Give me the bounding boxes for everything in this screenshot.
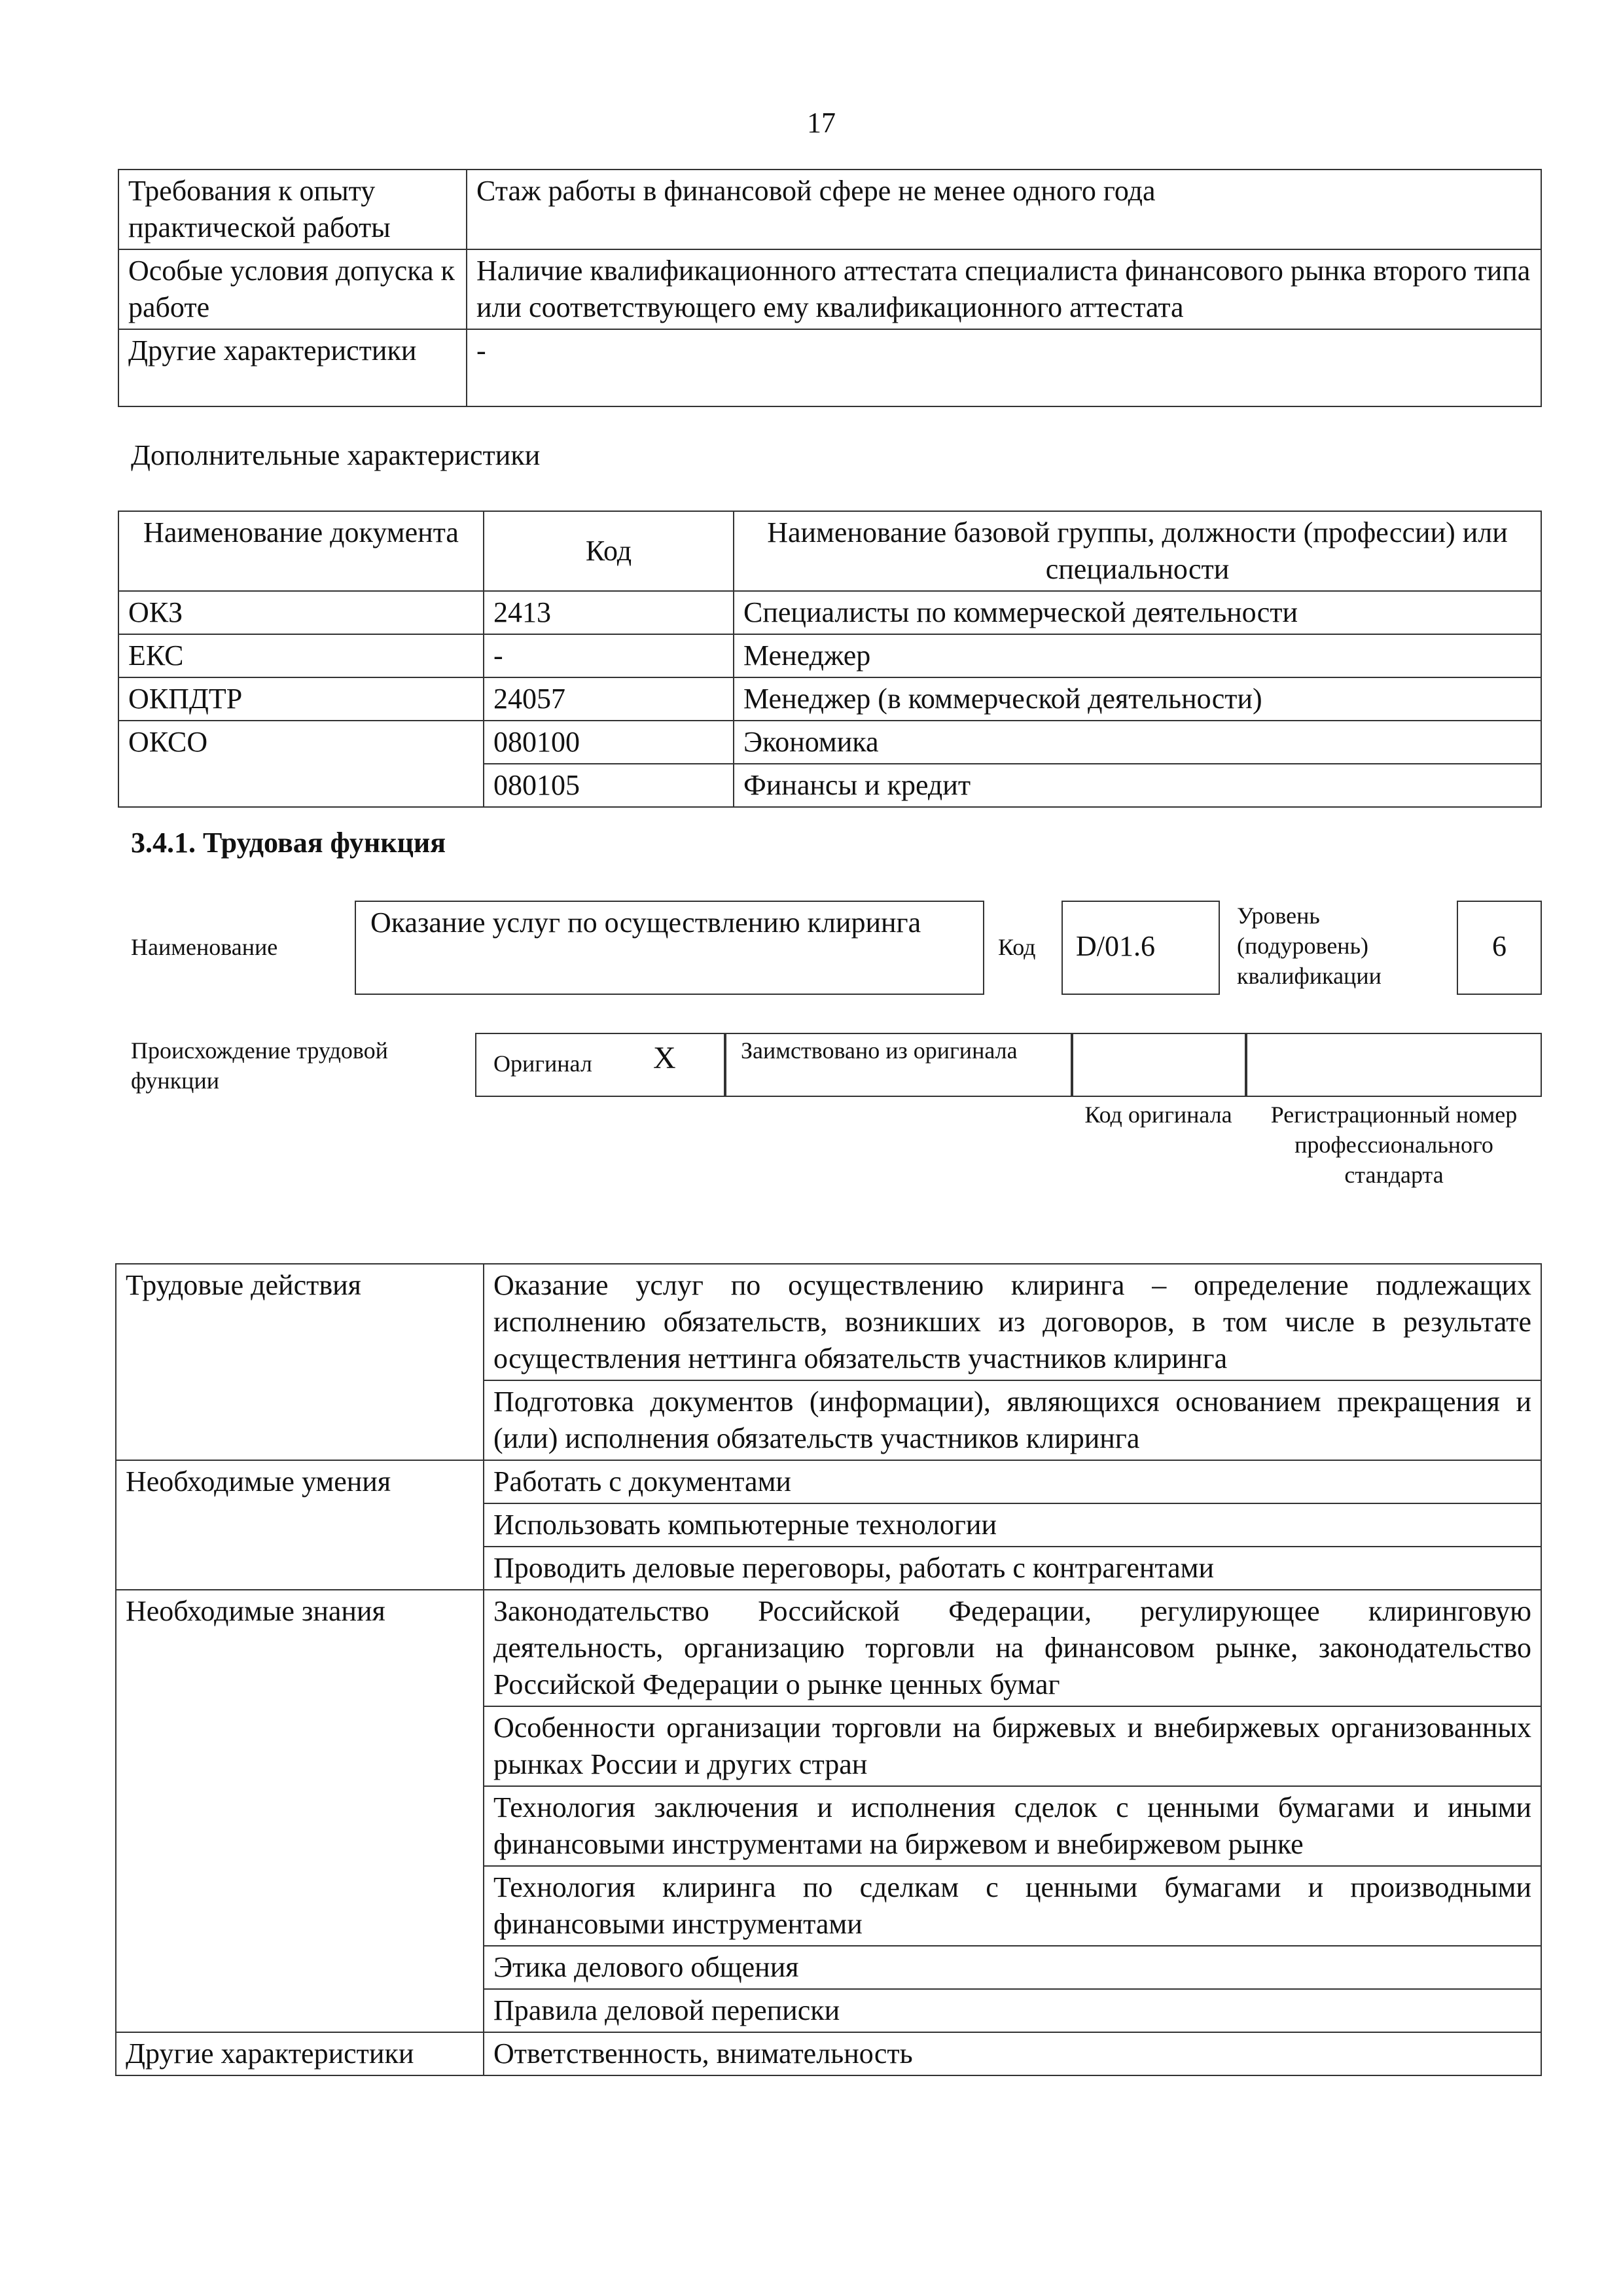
code-original-caption: Код оригинала [1084, 1102, 1232, 1128]
knowledge-item: Особенности организации торговли на биржевых и внебиржевых организованных рынках России и других стран [484, 1706, 1541, 1786]
header-name: Наименование базовой группы, должности (профессии) или специальности [734, 511, 1541, 591]
level-label: Уровень (подуровень) квалификации [1237, 903, 1382, 989]
cell-name: Менеджер [734, 634, 1541, 677]
table-row [116, 2032, 1541, 2075]
cell-code: 24057 [484, 677, 734, 721]
cell-name: Менеджер (в коммерческой деятельности) [734, 677, 1541, 721]
header-doc: Наименование документа [118, 511, 484, 591]
action-item: Оказание услуг по осуществлению клиринга – определение подлежащих исполнению обязательств, возникших из договоров, в том числе в результате осуществления неттинга обязательств участников клиринга [484, 1264, 1541, 1380]
table-row [118, 721, 1541, 764]
code-label: Код [998, 934, 1036, 960]
other-value: Ответственность, внимательность [484, 2032, 1541, 2075]
action-item: Подготовка документов (информации), являющихся основанием прекращения и (или) исполнения обязательств участников клиринга [484, 1380, 1541, 1460]
section-title: 3.4.1. Трудовая функция [131, 827, 446, 859]
cell-doc: ОКЗ [118, 591, 484, 634]
borrowed-box: Заимствовано из оригинала [725, 1033, 1072, 1097]
cell-name: Экономика [734, 721, 1541, 764]
skill-item: Проводить деловые переговоры, работать с контрагентами [484, 1547, 1541, 1590]
req-value: Стаж работы в финансовой сфере не менее одного года [467, 170, 1541, 249]
knowledge-item: Правила деловой переписки [484, 1989, 1541, 2032]
table-header-row [118, 511, 1541, 591]
reg-number-caption: Регистрационный номер профессионального стандарта [1270, 1102, 1518, 1188]
header-code: Код [484, 511, 734, 591]
cell-code: 080105 [484, 764, 734, 807]
table-row [118, 677, 1541, 721]
knowledge-label: Необходимые знания [116, 1590, 484, 2032]
knowledge-item: Этика делового общения [484, 1946, 1541, 1989]
origin-label: Происхождение трудовой функции [131, 1037, 388, 1094]
cell-name: Финансы и кредит [734, 764, 1541, 807]
function-details-table [115, 1263, 1542, 2076]
level-value-box: 6 [1457, 901, 1542, 995]
table-row [118, 329, 1541, 406]
skill-item: Работать с документами [484, 1460, 1541, 1503]
other-label: Другие характеристики [116, 2032, 484, 2075]
knowledge-item: Технология заключения и исполнения сделок с ценными бумагами и иными финансовыми инструментами на биржевом и внебиржевом рынке [484, 1786, 1541, 1866]
table-row [116, 1264, 1541, 1380]
cell-doc: ОКСО [118, 721, 484, 807]
table-row [118, 634, 1541, 677]
req-label: Другие характеристики [118, 329, 467, 406]
function-code-box: D/01.6 [1061, 901, 1220, 995]
knowledge-item: Технология клиринга по сделкам с ценными бумагами и производными финансовыми инструментами [484, 1866, 1541, 1946]
cell-code: - [484, 634, 734, 677]
function-name-box: Оказание услуг по осуществлению клиринга [355, 901, 984, 995]
skills-label: Необходимые умения [116, 1460, 484, 1590]
req-label: Особые условия допуска к работе [118, 249, 467, 329]
table-row [116, 1590, 1541, 1706]
cell-code: 080100 [484, 721, 734, 764]
table-row [118, 170, 1541, 249]
requirements-table [118, 169, 1542, 407]
cell-doc: ЕКС [118, 634, 484, 677]
page-number: 17 [807, 107, 836, 139]
req-value: Наличие квалификационного аттестата специалиста финансового рынка второго типа или соответствующего ему квалификационного аттестата [467, 249, 1541, 329]
req-label: Требования к опыту практической работы [118, 170, 467, 249]
table-row [118, 591, 1541, 634]
reg-number-field [1246, 1033, 1542, 1097]
actions-label: Трудовые действия [116, 1264, 484, 1460]
table-row [118, 249, 1541, 329]
table-row [116, 1460, 1541, 1503]
cell-name: Специалисты по коммерческой деятельности [734, 591, 1541, 634]
additional-table [118, 511, 1542, 808]
original-box [475, 1033, 725, 1097]
req-value: - [467, 329, 1541, 406]
cell-doc: ОКПДТР [118, 677, 484, 721]
skill-item: Использовать компьютерные технологии [484, 1503, 1541, 1547]
cell-code: 2413 [484, 591, 734, 634]
knowledge-item: Законодательство Российской Федерации, регулирующее клиринговую деятельность, организацию торговли на финансовом рынке, законодательство Российской Федерации о рынке ценных бумаг [484, 1590, 1541, 1706]
original-label: Оригинал [493, 1050, 592, 1077]
original-checkmark: X [653, 1041, 676, 1075]
name-label: Наименование [131, 934, 278, 960]
code-original-field [1072, 1033, 1246, 1097]
additional-heading: Дополнительные характеристики [131, 439, 541, 471]
